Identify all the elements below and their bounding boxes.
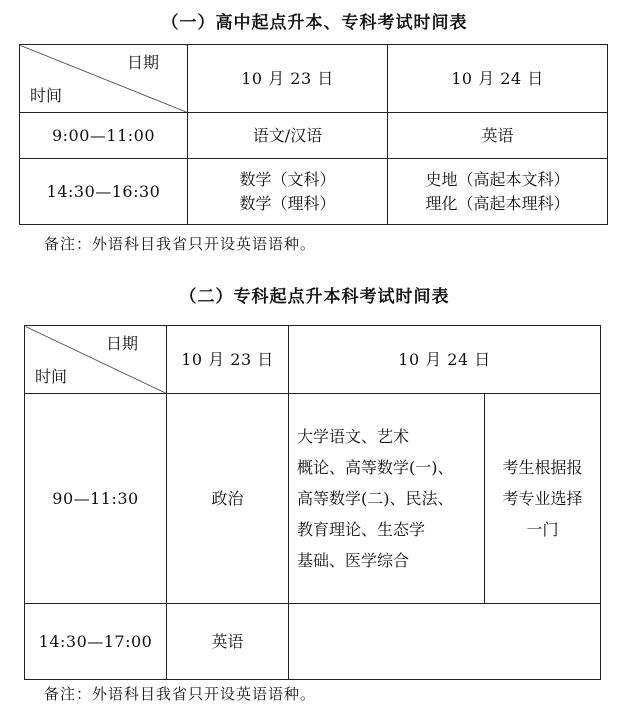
exam-schedule-table-1 <box>19 44 608 225</box>
date-header-label: 日期 <box>105 334 138 353</box>
note-line: 一门 <box>526 520 559 540</box>
date-oct24-header: 10 月 24 日 <box>289 326 601 394</box>
subject-line: 高等数学(二)、民法、 <box>297 488 454 508</box>
table1-note: 备注：外语科目我省只开设英语语种。 <box>44 235 317 253</box>
table-row <box>20 159 608 225</box>
date-oct23-header: 10 月 23 日 <box>167 326 289 394</box>
subject-cell: 英语 <box>167 604 289 680</box>
time-slot-cell: 14:30—17:00 <box>25 604 167 680</box>
diagonal-header-cell <box>25 326 167 394</box>
table1-title: （一）高中起点升本、专科考试时间表 <box>161 13 468 33</box>
date-oct24-header: 10 月 24 日 <box>388 45 608 113</box>
subject-cell <box>188 159 388 225</box>
table-header-row <box>20 45 608 113</box>
time-slot-cell: 14:30—16:30 <box>20 159 188 225</box>
subject-line: 大学语文、艺术 <box>297 426 410 446</box>
table2-note: 备注：外语科目我省只开设英语语种。 <box>44 685 317 703</box>
subject-cell <box>388 159 608 225</box>
time-header-label: 时间 <box>35 367 68 386</box>
subject-line: 概论、高等数学(一)、 <box>297 457 454 477</box>
subject-cell: 政治 <box>167 394 289 604</box>
subject-cell <box>388 113 608 159</box>
table-row <box>25 604 601 680</box>
subject-line: 英语 <box>481 125 514 145</box>
subject-line: 基础、医学综合 <box>297 551 410 571</box>
table-header-row <box>25 326 601 394</box>
date-oct23-header: 10 月 23 日 <box>188 45 388 113</box>
time-header-label: 时间 <box>30 86 63 105</box>
time-slot-cell: 9:00—11:00 <box>20 113 188 159</box>
subject-line: 理化（高起本理科） <box>425 193 570 213</box>
table-row <box>20 113 608 159</box>
note-line: 考生根据报 <box>502 457 583 477</box>
subject-line: 数学（理科） <box>239 193 336 213</box>
diagonal-header-cell <box>20 45 188 113</box>
subject-line: 史地（高起本文科） <box>425 169 570 189</box>
time-slot-cell: 90—11:30 <box>25 394 167 604</box>
empty-cell <box>289 604 601 680</box>
selection-note-cell <box>485 394 601 604</box>
subject-line: 语文/汉语 <box>252 125 323 145</box>
note-line: 考专业选择 <box>502 488 583 508</box>
exam-schedule-table-2 <box>24 325 601 680</box>
subject-line: 数学（文科） <box>239 169 336 189</box>
subject-list-cell <box>289 394 485 604</box>
subject-cell <box>188 113 388 159</box>
table2-title: （二）专科起点升本科考试时间表 <box>179 287 450 307</box>
date-header-label: 日期 <box>126 53 159 72</box>
subject-line: 教育理论、生态学 <box>297 520 426 540</box>
table-row <box>25 394 601 604</box>
